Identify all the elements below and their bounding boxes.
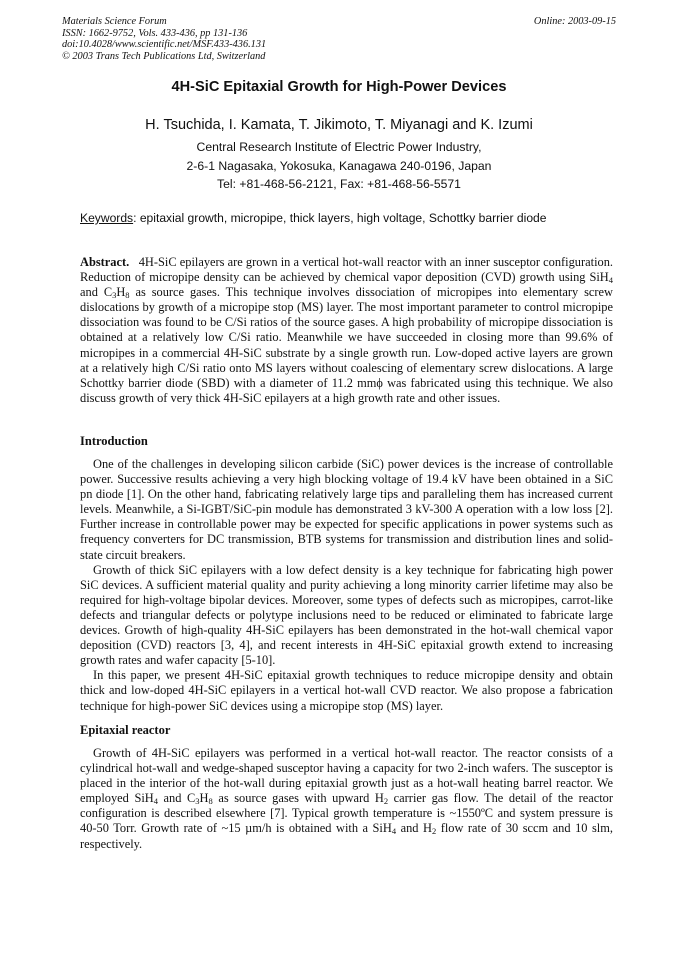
introduction-body bbox=[80, 457, 613, 714]
abstract-text: as source gases. This technique involves dissociation of micropipes into elementary screw dislocations by growth of a micropipe stop (MS) layer. The most important parameter to control micropipe dissociation was found to be C/Si ratios of the source gases. A high probability of micropipe dissociation is obtained at a relatively low C/Si ratio. Meanwhile we have succeeded in closing more than 99.6% of micropipes in a commercial 4H-SiC substrate by a single growth run. Low-doped active layers are grown at a relatively high C/Si ratio onto MS layers without coalescing of elementary screw dislocations. A large Schottky barrier diode (SBD) with a diameter of 11.2 mmϕ was fabricated using this technique. We also discuss growth of very thick 4H-SiC epilayers at a high growth rate and other issues. bbox=[80, 285, 613, 405]
affiliation-line-3: Tel: +81-468-56-2121, Fax: +81-468-56-5571 bbox=[217, 177, 461, 191]
subscript: 4 bbox=[153, 796, 158, 807]
abstract-text: 4H-SiC epilayers are grown in a vertical hot-wall reactor with an inner susceptor configuration. Reduction of micropipe density can be achieved by chemical vapor deposition (CVD) growth using SiH bbox=[80, 255, 613, 285]
journal-name: Materials Science Forum bbox=[62, 16, 167, 27]
subscript: 2 bbox=[431, 826, 437, 837]
reactor-text: and C bbox=[157, 791, 196, 806]
reactor-text: carrier gas flow. The detail of the reactor configuration is described elsewhere [7]. Typical growth temperature is ~1550ºC and system pressure is 40-50 Torr. Growth rate of ~15 µm/h is obtained with a SiH bbox=[80, 791, 613, 836]
affiliation-line-1: Central Research Institute of Electric Power Industry, bbox=[196, 140, 482, 154]
keywords-label: Keywords bbox=[80, 211, 134, 225]
subscript: 4 bbox=[391, 826, 397, 837]
online-date: Online: 2003-09-15 bbox=[533, 16, 616, 27]
keywords bbox=[80, 211, 547, 225]
abstract bbox=[80, 255, 613, 406]
author-list: H. Tsuchida, I. Kamata, T. Jikimoto, T. Miyanagi and K. Izumi bbox=[145, 117, 533, 133]
introduction-paragraph-3: In this paper, we present 4H-SiC epitaxial growth techniques to reduce micropipe density and obtain thick and low-doped 4H-SiC epilayers in a vertical hot-wall CVD reactor. We also propose a fabrication technique for high-power SiC devices using a micropipe stop (MS) layer. bbox=[80, 668, 613, 713]
subscript: 4 bbox=[608, 275, 613, 286]
abstract-label: Abstract. bbox=[80, 255, 130, 269]
reactor-text: as source gases with upward H bbox=[212, 791, 384, 806]
epitaxial-reactor-heading: Epitaxial reactor bbox=[80, 723, 171, 737]
introduction-heading: Introduction bbox=[80, 434, 148, 448]
abstract-text: H bbox=[116, 285, 126, 300]
reactor-text: flow rate of 30 sccm and 10 slm, respectively. bbox=[80, 821, 613, 851]
epitaxial-reactor-paragraph bbox=[80, 746, 613, 852]
introduction-paragraph-1: One of the challenges in developing silicon carbide (SiC) power devices is the increase of controllable power. Successive results achieving a very high blocking voltage of 19.4 kV have been obtained in a SiC pn diode [1]. On the other hand, fabricating relatively large tips and paralleling them has increased current levels. Meanwhile, a Si-IGBT/SiC-pin module has demonstrated 3 kV-300 A operation with a low loss [2]. Further increase in controllable power may be expected for specific applications in power systems such as frequency converters for DC transmission, BTB systems for transmission and distribution lines and solid-state circuit breakers. bbox=[80, 457, 613, 562]
doi-line: doi:10.4028/www.scientific.net/MSF.433-436.131 bbox=[62, 39, 267, 51]
subscript: 2 bbox=[383, 796, 389, 807]
subscript: 3 bbox=[112, 290, 117, 301]
epitaxial-reactor-body bbox=[80, 746, 613, 852]
affiliation-line-2: 2-6-1 Nagasaka, Yokosuka, Kanagawa 240-0196, Japan bbox=[186, 159, 492, 173]
paper-title: 4H-SiC Epitaxial Growth for High-Power Devices bbox=[171, 79, 507, 95]
copyright-line: © 2003 Trans Tech Publications Ltd, Switzerland bbox=[62, 50, 266, 62]
subscript: 3 bbox=[195, 796, 200, 807]
subscript: 8 bbox=[208, 796, 213, 807]
issn-line: ISSN: 1662-9752, Vols. 433-436, pp 131-136 bbox=[62, 27, 248, 39]
journal-header bbox=[62, 16, 266, 62]
subscript: 8 bbox=[125, 290, 130, 301]
reactor-text: Growth of 4H-SiC epilayers was performed in a vertical hot-wall reactor. The reactor consists of a cylindrical hot-wall and wedge-shaped susceptor having a capacity for two 2-inch wafers. The susceptor is placed in the interior of the hot-wall during epitaxial growth just as a hot-wall heating barrel reactor. We employed SiH bbox=[80, 746, 613, 806]
introduction-paragraph-2: Growth of thick SiC epilayers with a low defect density is a key technique for fabricating high power SiC devices. A sufficient material quality and purity achieving a long minority carrier lifetime may also be required for high-voltage bipolar devices. Moreover, some types of defects such as micropipes, carrot-like defects and triangular defects or polytype inclusions need to be reduced or eliminated to fabricate large devices. Growth of high-quality 4H-SiC epilayers has been demonstrated in the hot-wall chemical vapor deposition (CVD) reactors [3, 4], and recent interests in 4H-SiC epitaxial growth extend to increasing growth rates and wafer capacity [5-10]. bbox=[80, 562, 613, 668]
keywords-text: : epitaxial growth, micropipe, thick layers, high voltage, Schottky barrier diode bbox=[133, 211, 547, 225]
reactor-text: H bbox=[199, 791, 209, 806]
abstract-text: and C bbox=[80, 285, 113, 300]
reactor-text: and H bbox=[396, 821, 432, 836]
